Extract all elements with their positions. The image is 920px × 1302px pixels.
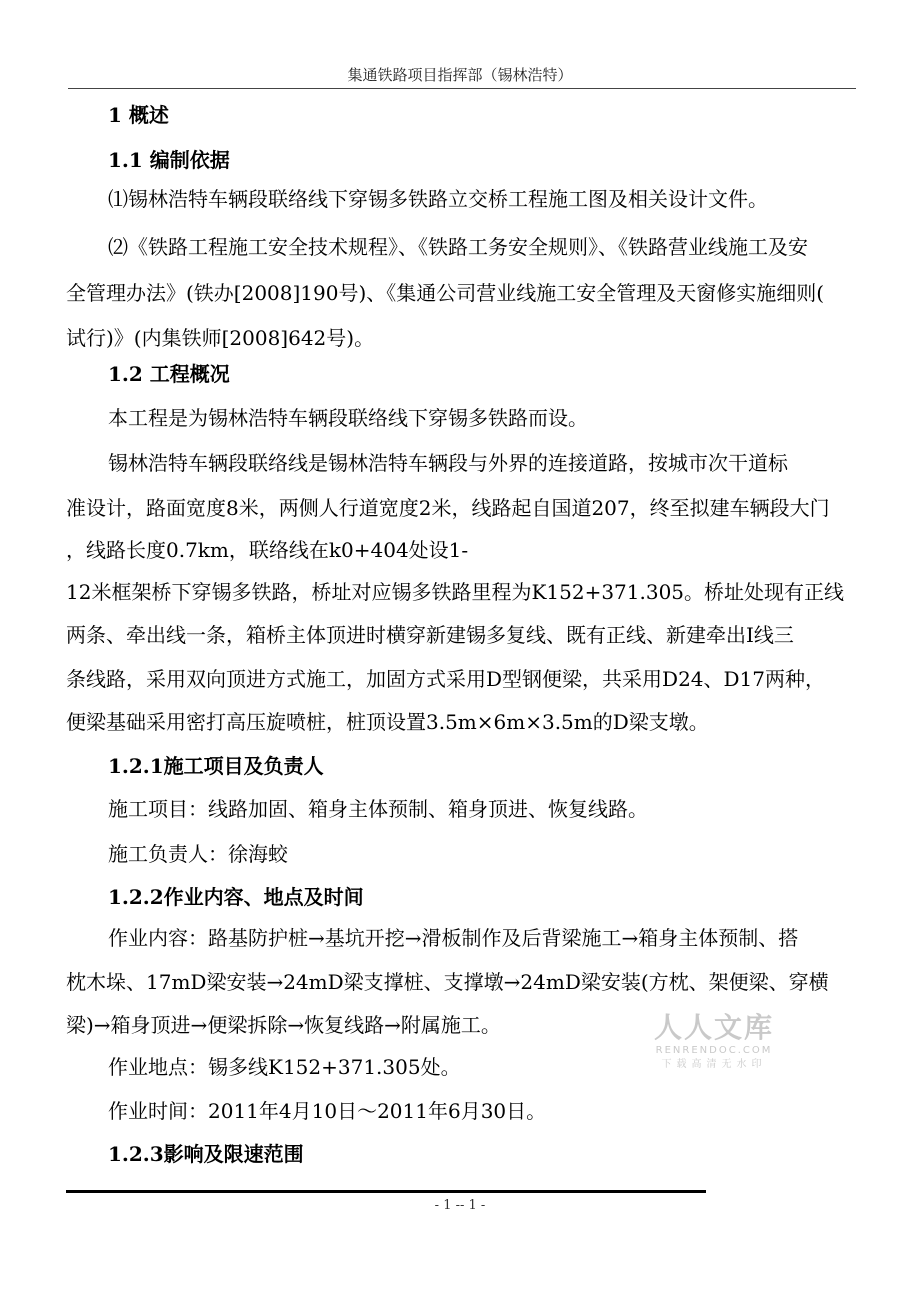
paragraph-line: 两条、牵出线一条，箱桥主体顶进时横穿新建锡多复线、既有正线、新建牵出Ⅰ线三 [66, 623, 794, 647]
watermark-title: 人人文库 [653, 1011, 774, 1044]
paragraph-line: 锡林浩特车辆段联络线是锡林浩特车辆段与外界的连接道路，按城市次干道标 [108, 451, 788, 475]
running-header: 集通铁路项目指挥部（锡林浩特） [347, 66, 573, 84]
page-number: - 1 -- 1 - [434, 1198, 486, 1213]
section-heading: 1.2.3影响及限速范围 [108, 1142, 304, 1166]
section-heading: 1 概述 [108, 103, 169, 127]
paragraph-line: 条线路，采用双向顶进方式施工，加固方式采用D型钢便梁，共采用D24、D17两种， [66, 667, 826, 691]
watermark [644, 1012, 784, 1072]
section-heading: 1.2.1施工项目及负责人 [108, 754, 324, 778]
paragraph-line: 便梁基础采用密打高压旋喷桩，桩顶设置3.5m×6m×3.5m的D梁支墩。 [66, 710, 709, 734]
paragraph-line: 准设计，路面宽度8米，两侧人行道宽度2米，线路起自国道207，终至拟建车辆段大门 [66, 496, 830, 520]
paragraph-line: 作业内容：路基防护桩→基坑开挖→滑板制作及后背梁施工→箱身主体预制、搭 [108, 926, 799, 950]
paragraph-line: 本工程是为锡林浩特车辆段联络线下穿锡多铁路而设。 [108, 406, 588, 430]
paragraph-line: ，线路长度0.7km，联络线在k0+404处设1- [66, 538, 469, 562]
paragraph-line: 枕木垛、17mD梁安装→24mD梁支撑桩、支撑墩→24mD梁安装(方枕、架便梁、穿横 [66, 970, 829, 994]
paragraph-line: 试行)》(内集铁师[2008]642号)。 [66, 326, 375, 350]
paragraph-line: 12米框架桥下穿锡多铁路，桥址对应锡多铁路里程为K152+371.305。桥址处现有正线 [66, 580, 845, 604]
paragraph-line: 作业地点：锡多线K152+371.305处。 [108, 1055, 461, 1079]
section-heading: 1.1 编制依据 [108, 148, 230, 172]
paragraph-line: 全管理办法》(铁办[2008]190号)、《集通公司营业线施工安全管理及天窗修实施细则( [66, 281, 825, 305]
watermark-domain: RENRENDOC.COM [655, 1045, 773, 1056]
section-heading: 1.2.2作业内容、地点及时间 [108, 885, 364, 909]
paragraph-line: ⑴锡林浩特车辆段联络线下穿锡多铁路立交桥工程施工图及相关设计文件。 [108, 187, 768, 211]
paragraph-line: 施工项目：线路加固、箱身主体预制、箱身顶进、恢复线路。 [108, 797, 648, 821]
paragraph-line: ⑵《铁路工程施工安全技术规程》、《铁路工务安全规则》、《铁路营业线施工及安 [108, 235, 808, 259]
footer-rule [66, 1190, 706, 1193]
watermark-tagline: 下载高清无水印 [661, 1059, 767, 1070]
paragraph-line: 梁)→箱身顶进→便梁拆除→恢复线路→附属施工。 [66, 1013, 501, 1037]
section-heading: 1.2 工程概况 [108, 362, 230, 386]
header-rule [68, 88, 856, 89]
paragraph-line: 作业时间：2011年4月10日～2011年6月30日。 [108, 1099, 547, 1123]
paragraph-line: 施工负责人：徐海蛟 [108, 842, 288, 866]
